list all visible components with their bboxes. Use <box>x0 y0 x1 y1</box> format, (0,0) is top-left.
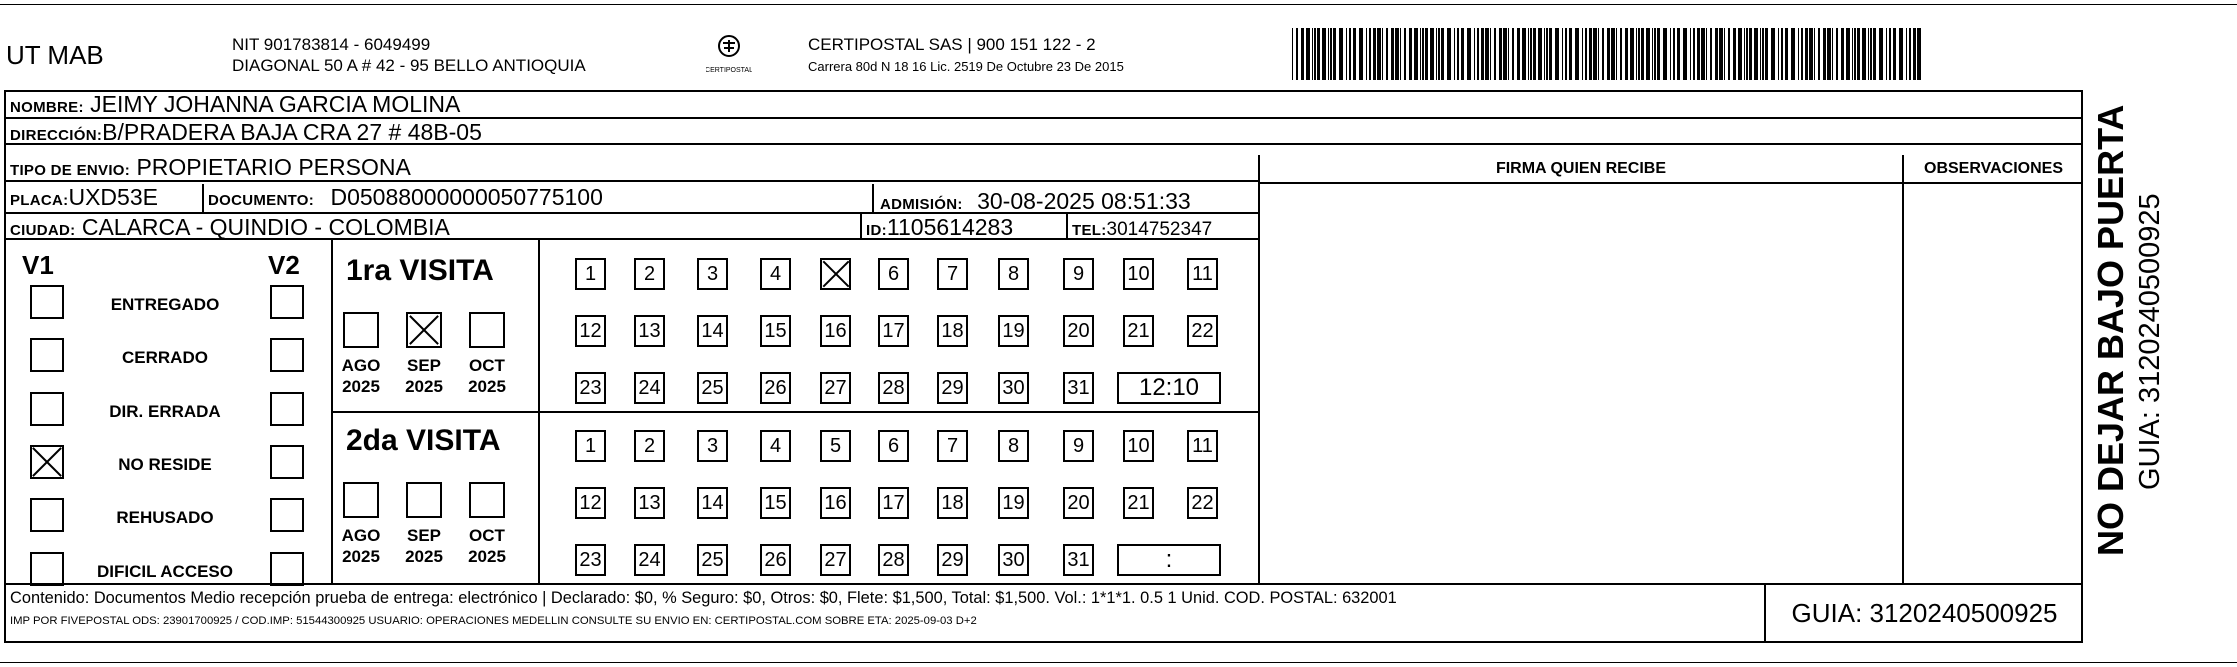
visit1-month-label: SEP <box>406 356 442 375</box>
barcode-bar <box>1683 28 1687 80</box>
barcode-bar <box>1441 28 1444 80</box>
id-label: ID: <box>866 222 887 239</box>
v1-label: V1 <box>22 250 54 280</box>
visit2-day[interactable]: 26 <box>760 544 791 576</box>
visit1-title: 1ra VISITA <box>346 254 494 287</box>
barcode-bar <box>1438 28 1440 80</box>
barcode-bar <box>1771 28 1775 80</box>
barcode-bar <box>1710 28 1712 80</box>
barcode-bar <box>1785 28 1788 80</box>
recipient-name: JEIMY JOHANNA GARCIA MOLINA <box>90 91 461 117</box>
tel-label: TEL: <box>1072 222 1107 239</box>
barcode-bar <box>1873 28 1876 80</box>
document-value: D05088000000050775100 <box>330 184 603 210</box>
visit2-day[interactable]: 16 <box>820 487 851 519</box>
visit2-day[interactable]: 19 <box>998 487 1029 519</box>
barcode-bar <box>1481 28 1484 80</box>
col-divider <box>202 184 204 212</box>
barcode-bar <box>1827 28 1831 80</box>
visit2-day[interactable]: 20 <box>1063 487 1094 519</box>
barcode-bar <box>1533 28 1536 80</box>
visit1-month-checkbox[interactable] <box>343 312 379 348</box>
visit2-month-checkbox[interactable] <box>343 482 379 518</box>
visit1-time-field[interactable]: 12:10 <box>1117 372 1221 404</box>
visit2-day[interactable]: 27 <box>820 544 851 576</box>
barcode-bar <box>1899 28 1903 80</box>
plate-value: UXD53E <box>68 184 158 210</box>
barcode-bar <box>1538 28 1542 80</box>
visit1-month-label: OCT <box>469 356 505 375</box>
barcode-bar <box>1738 28 1742 80</box>
visit1-day[interactable]: 17 <box>878 315 909 347</box>
barcode-bar <box>1562 28 1563 80</box>
barcode-bar <box>1706 28 1707 80</box>
footer-guide: GUIA: 3120240500925 <box>1791 598 2058 628</box>
barcode-bar <box>1715 28 1718 80</box>
visit1-day[interactable]: 19 <box>998 315 1029 347</box>
col-divider <box>1258 155 1260 583</box>
barcode-bar <box>1292 28 1293 80</box>
barcode-bar <box>1909 28 1911 80</box>
barcode-bar <box>1346 28 1347 80</box>
visit2-month-label: SEP <box>406 526 442 545</box>
barcode-bar <box>1917 28 1921 80</box>
barcode-bar <box>1893 28 1896 80</box>
top-border <box>0 4 2237 5</box>
visit2-day[interactable]: 13 <box>634 487 665 519</box>
barcode-bar <box>1312 28 1313 80</box>
visit1-year-label: 2025 <box>405 377 443 396</box>
visit1-day[interactable]: 18 <box>937 315 968 347</box>
visit1-day[interactable]: 3 <box>697 258 728 290</box>
barcode-bar <box>1801 28 1803 80</box>
barcode-bar <box>1544 28 1545 80</box>
footer-content: Contenido: Documentos Medio recepción prueba de entrega: electrónico | Declarado: $0, % Seguro: $0, Otros: $0, Flete: $1,500, Total: $1,500. Vol.: 1*1*1. 0.5 1 Unid. COD. POSTAL: 632001 <box>10 589 1397 607</box>
plate-row <box>10 184 158 214</box>
v2-checkbox[interactable] <box>270 338 304 372</box>
footer-divider <box>4 583 2083 585</box>
barcode-bar <box>1602 28 1604 80</box>
visit1-day[interactable] <box>820 258 851 290</box>
barcode-bar <box>1425 28 1428 80</box>
visit2-day[interactable]: 28 <box>878 544 909 576</box>
visit1-day[interactable]: 21 <box>1123 315 1154 347</box>
carrier-name: CERTIPOSTAL SAS | 900 151 122 - 2 <box>808 35 1096 54</box>
barcode-bar <box>1760 28 1761 80</box>
footer-imp: IMP POR FIVEPOSTAL ODS: 23901700925 / COD.IMP: 51544300925 USUARIO: OPERACIONES MEDELLIN CONSULTE SU ENVIO EN: CERTIPOSTAL.COM SOBRE ETA: 2025-09-03 D+2 <box>10 615 977 627</box>
visit2-day[interactable]: 11 <box>1187 430 1218 462</box>
barcode-bar <box>1749 28 1752 80</box>
barcode-bar <box>1733 28 1736 80</box>
barcode-bar <box>1724 28 1725 80</box>
barcode-bar <box>1494 28 1496 80</box>
barcode-bar <box>1414 28 1418 80</box>
company-nit: NIT 901783814 - 6049499 <box>232 35 431 54</box>
admission-value: 30-08-2025 08:51:33 <box>977 188 1191 214</box>
visit1-day[interactable]: 22 <box>1187 315 1218 347</box>
visit1-day[interactable]: 14 <box>697 315 728 347</box>
barcode-bar <box>1530 28 1532 80</box>
visit2-time-field[interactable]: : <box>1117 544 1221 576</box>
barcode-bar <box>1693 28 1695 80</box>
v1-checkbox[interactable] <box>30 285 64 319</box>
v1-checkbox[interactable] <box>30 445 64 479</box>
barcode-bar <box>1503 28 1507 80</box>
visit1-day[interactable]: 23 <box>575 372 606 404</box>
visit2-month-checkbox[interactable] <box>406 482 442 518</box>
barcode-bar <box>1490 28 1491 80</box>
side-guide: GUIA: 3120240500925 <box>2134 193 2166 490</box>
barcode-bar <box>1333 28 1336 80</box>
name-label: NOMBRE: <box>10 99 84 116</box>
barcode-bar <box>1823 28 1826 80</box>
status-label: DIR. ERRADA <box>109 402 221 421</box>
barcode-bar <box>1646 28 1650 80</box>
visit2-year-label: 2025 <box>405 547 443 566</box>
barcode-bar <box>1852 28 1853 80</box>
barcode-bar <box>1814 28 1815 80</box>
visit2-day[interactable]: 12 <box>575 487 606 519</box>
barcode-bar <box>1517 28 1520 80</box>
v1-checkbox[interactable] <box>30 338 64 372</box>
barcode-bar <box>1886 28 1887 80</box>
barcode-bar <box>1306 28 1310 80</box>
row-divider <box>1260 182 2083 184</box>
bottom-border <box>0 662 2237 663</box>
barcode-bar <box>1474 28 1475 80</box>
barcode-bar <box>1868 28 1869 80</box>
v1-checkbox[interactable] <box>30 498 64 532</box>
barcode-bar <box>1870 28 1872 80</box>
barcode-bar <box>1404 28 1406 80</box>
shipment-type-row <box>10 154 411 184</box>
certipostal-logo <box>706 32 752 76</box>
barcode-bar <box>1616 28 1617 80</box>
id-row <box>866 214 1013 244</box>
v2-checkbox[interactable] <box>270 392 304 426</box>
barcode-bar <box>1391 28 1394 80</box>
visit-divider <box>331 411 1258 413</box>
barcode-bar <box>1593 28 1597 80</box>
visit1-day[interactable]: 20 <box>1063 315 1094 347</box>
barcode-bar <box>1359 28 1363 80</box>
barcode-bar <box>1546 28 1548 80</box>
visit1-day[interactable]: 11 <box>1187 258 1218 290</box>
barcode-bar <box>1447 28 1451 80</box>
barcode-bar <box>1373 28 1376 80</box>
barcode-bar <box>1422 28 1424 80</box>
tel-row <box>1072 214 1212 244</box>
city-row <box>10 214 450 244</box>
observations-header: OBSERVACIONES <box>1924 160 2063 177</box>
v1-checkbox[interactable] <box>30 552 64 586</box>
barcode-bar <box>1296 28 1298 80</box>
visit2-day[interactable]: 24 <box>634 544 665 576</box>
barcode-bar <box>1454 28 1455 80</box>
v2-checkbox[interactable] <box>270 445 304 479</box>
visit1-day[interactable]: 31 <box>1063 372 1094 404</box>
barcode-bar <box>1913 28 1916 80</box>
barcode-bar <box>1467 28 1471 80</box>
barcode-bar <box>1565 28 1567 80</box>
visit1-day[interactable]: 8 <box>998 258 1029 290</box>
barcode-bar <box>1528 28 1529 80</box>
admission-label: ADMISIÓN: <box>880 196 963 213</box>
status-label: NO RESIDE <box>118 455 212 474</box>
barcode-bar <box>1652 28 1653 80</box>
visit2-day[interactable]: 10 <box>1123 430 1154 462</box>
barcode-bar <box>1328 28 1329 80</box>
barcode-bar <box>1832 28 1833 80</box>
barcode-bar <box>1386 28 1388 80</box>
barcode-bar <box>1854 28 1856 80</box>
barcode-bar <box>1353 28 1356 80</box>
barcode-bar <box>1369 28 1371 80</box>
barcode-bar <box>1857 28 1860 80</box>
visit1-day[interactable]: 29 <box>937 372 968 404</box>
barcode-bar <box>1841 28 1844 80</box>
barcode-bar <box>1400 28 1401 80</box>
visit2-month-label: OCT <box>469 526 505 545</box>
company-address: DIAGONAL 50 A # 42 - 95 BELLO ANTIOQUIA <box>232 56 586 75</box>
barcode <box>1290 28 1926 80</box>
barcode-bar <box>1349 28 1351 80</box>
barcode-bar <box>1555 28 1559 80</box>
visit2-day[interactable]: 6 <box>878 430 909 462</box>
barcode-bar <box>1409 28 1412 80</box>
document-row <box>208 184 603 214</box>
visit2-day[interactable]: 5 <box>820 430 851 462</box>
status-label: REHUSADO <box>116 508 214 527</box>
barcode-bar <box>1330 28 1332 80</box>
barcode-bar <box>1791 28 1795 80</box>
barcode-bar <box>1906 28 1907 80</box>
barcode-bar <box>1589 28 1592 80</box>
barcode-bar <box>1377 28 1381 80</box>
visit2-day[interactable]: 31 <box>1063 544 1094 576</box>
barcode-bar <box>1744 28 1745 80</box>
barcode-bar <box>1598 28 1599 80</box>
barcode-bar <box>1611 28 1615 80</box>
company-name: UT MAB <box>6 40 104 70</box>
col-divider <box>860 212 862 238</box>
barcode-bar <box>1762 28 1764 80</box>
barcode-bar <box>1781 28 1783 80</box>
barcode-bar <box>1314 28 1316 80</box>
barcode-bar <box>1846 28 1850 80</box>
visit2-day[interactable]: 18 <box>937 487 968 519</box>
visit2-day[interactable]: 23 <box>575 544 606 576</box>
type-label: TIPO DE ENVIO: <box>10 162 131 179</box>
visit1-day[interactable]: 27 <box>820 372 851 404</box>
barcode-bar <box>1420 28 1421 80</box>
barcode-bar <box>1641 28 1644 80</box>
visit1-day[interactable]: 30 <box>998 372 1029 404</box>
barcode-bar <box>1654 28 1656 80</box>
barcode-bar <box>1889 28 1891 80</box>
visit1-month-label: AGO <box>341 356 381 375</box>
shipment-type: PROPIETARIO PERSONA <box>136 154 411 180</box>
visit1-day[interactable]: 7 <box>937 258 968 290</box>
barcode-bar <box>1754 28 1758 80</box>
barcode-bar <box>1630 28 1634 80</box>
address-label: DIRECCIÓN: <box>10 127 103 144</box>
visit2-month-label: AGO <box>341 526 381 545</box>
visit1-month-checkbox[interactable] <box>469 312 505 348</box>
barcode-bar <box>1728 28 1730 80</box>
barcode-bar <box>1670 28 1671 80</box>
visit1-day[interactable]: 15 <box>760 315 791 347</box>
visit1-day[interactable]: 13 <box>634 315 665 347</box>
barcode-bar <box>1461 28 1464 80</box>
carrier-license: Carrera 80d N 18 16 Lic. 2519 De Octubre 23 De 2015 <box>808 59 1124 74</box>
id-value: 1105614283 <box>886 214 1014 240</box>
recipient-name-row <box>10 91 460 121</box>
visit2-day[interactable]: 15 <box>760 487 791 519</box>
recipient-address: B/PRADERA BAJA CRA 27 # 48B-05 <box>102 119 482 145</box>
barcode-bar <box>1607 28 1610 80</box>
visit2-month-checkbox[interactable] <box>469 482 505 518</box>
barcode-bar <box>1477 28 1479 80</box>
status-label: DIFICIL ACCESO <box>96 562 233 581</box>
barcode-bar <box>1620 28 1622 80</box>
barcode-bar <box>1549 28 1552 80</box>
barcode-bar <box>1575 28 1579 80</box>
barcode-bar <box>1818 28 1820 80</box>
barcode-bar <box>1746 28 1748 80</box>
status-label: ENTREGADO <box>110 295 220 314</box>
city-label: CIUDAD: <box>10 222 76 239</box>
barcode-bar <box>1457 28 1459 80</box>
visit2-day[interactable]: 2 <box>634 430 665 462</box>
barcode-bar <box>1436 28 1437 80</box>
status-label: CERRADO <box>122 348 208 367</box>
barcode-bar <box>1636 28 1637 80</box>
barcode-bar <box>1499 28 1502 80</box>
visit2-day[interactable]: 17 <box>878 487 909 519</box>
barcode-bar <box>1625 28 1628 80</box>
visit2-day[interactable]: 21 <box>1123 487 1154 519</box>
barcode-bar <box>1638 28 1640 80</box>
barcode-bar <box>1395 28 1399 80</box>
tel-value: 3014752347 <box>1106 219 1213 240</box>
document-label: DOCUMENTO: <box>208 192 315 209</box>
visit1-day[interactable]: 16 <box>820 315 851 347</box>
barcode-bar <box>1585 28 1587 80</box>
visit1-year-label: 2025 <box>342 377 380 396</box>
visit2-day[interactable]: 14 <box>697 487 728 519</box>
visit1-day[interactable]: 1 <box>575 258 606 290</box>
svg-text:CERTIPOSTAL: CERTIPOSTAL <box>706 67 752 74</box>
v2-checkbox[interactable] <box>270 285 304 319</box>
barcode-bar <box>1719 28 1723 80</box>
barcode-bar <box>1673 28 1675 80</box>
visit1-day[interactable]: 4 <box>760 258 791 290</box>
barcode-bar <box>1301 28 1304 80</box>
visit2-year-label: 2025 <box>468 547 506 566</box>
v2-checkbox[interactable] <box>270 498 304 532</box>
visit2-day[interactable]: 8 <box>998 430 1029 462</box>
visit2-title: 2da VISITA <box>346 424 501 457</box>
barcode-bar <box>1677 28 1680 80</box>
barcode-bar <box>1809 28 1813 80</box>
barcode-bar <box>1366 28 1367 80</box>
barcode-bar <box>1382 28 1383 80</box>
barcode-bar <box>1657 28 1660 80</box>
barcode-bar <box>1569 28 1572 80</box>
barcode-bar <box>1765 28 1768 80</box>
barcode-bar <box>1322 28 1326 80</box>
visit1-year-label: 2025 <box>468 377 506 396</box>
visit2-day[interactable]: 9 <box>1063 430 1094 462</box>
city-value: CALARCA - QUINDIO - COLOMBIA <box>81 214 450 240</box>
barcode-bar <box>1697 28 1700 80</box>
col-divider <box>872 184 874 212</box>
visit1-day[interactable]: 9 <box>1063 258 1094 290</box>
barcode-bar <box>1798 28 1799 80</box>
side-warning: NO DEJAR BAJO PUERTA <box>2090 104 2131 556</box>
visit2-year-label: 2025 <box>342 547 380 566</box>
col-divider <box>1902 155 1904 583</box>
visit1-month-checkbox[interactable] <box>406 312 442 348</box>
barcode-bar <box>1836 28 1838 80</box>
visit1-day[interactable]: 10 <box>1123 258 1154 290</box>
barcode-bar <box>1508 28 1509 80</box>
barcode-bar <box>1879 28 1883 80</box>
v2-label: V2 <box>268 250 300 280</box>
visit2-day[interactable]: 7 <box>937 430 968 462</box>
visit2-day[interactable]: 3 <box>697 430 728 462</box>
visit1-day[interactable]: 25 <box>697 372 728 404</box>
visit2-day[interactable]: 22 <box>1187 487 1218 519</box>
barcode-bar <box>1512 28 1514 80</box>
visit1-day[interactable]: 6 <box>878 258 909 290</box>
recipient-address-row <box>10 119 482 149</box>
barcode-bar <box>1862 28 1866 80</box>
barcode-bar <box>1430 28 1434 80</box>
barcode-bar <box>1339 28 1343 80</box>
barcode-bar <box>1663 28 1667 80</box>
signature-header: FIRMA QUIEN RECIBE <box>1495 160 1667 177</box>
barcode-bar <box>1317 28 1320 80</box>
barcode-bar <box>1690 28 1691 80</box>
visit2-day[interactable]: 30 <box>998 544 1029 576</box>
barcode-bar <box>1805 28 1808 80</box>
visit1-day[interactable]: 24 <box>634 372 665 404</box>
barcode-bar <box>1778 28 1779 80</box>
visit1-day[interactable]: 12 <box>575 315 606 347</box>
plate-label: PLACA: <box>10 192 69 209</box>
visit2-day[interactable]: 29 <box>937 544 968 576</box>
visit2-day[interactable]: 4 <box>760 430 791 462</box>
visit2-day[interactable]: 25 <box>697 544 728 576</box>
visit1-day[interactable]: 26 <box>760 372 791 404</box>
v2-checkbox[interactable] <box>270 552 304 586</box>
visit2-day[interactable]: 1 <box>575 430 606 462</box>
visit1-day[interactable]: 2 <box>634 258 665 290</box>
barcode-bar <box>1582 28 1583 80</box>
barcode-bar <box>1485 28 1489 80</box>
barcode-bar <box>1701 28 1705 80</box>
v1-checkbox[interactable] <box>30 392 64 426</box>
barcode-bar <box>1522 28 1526 80</box>
visit1-day[interactable]: 28 <box>878 372 909 404</box>
